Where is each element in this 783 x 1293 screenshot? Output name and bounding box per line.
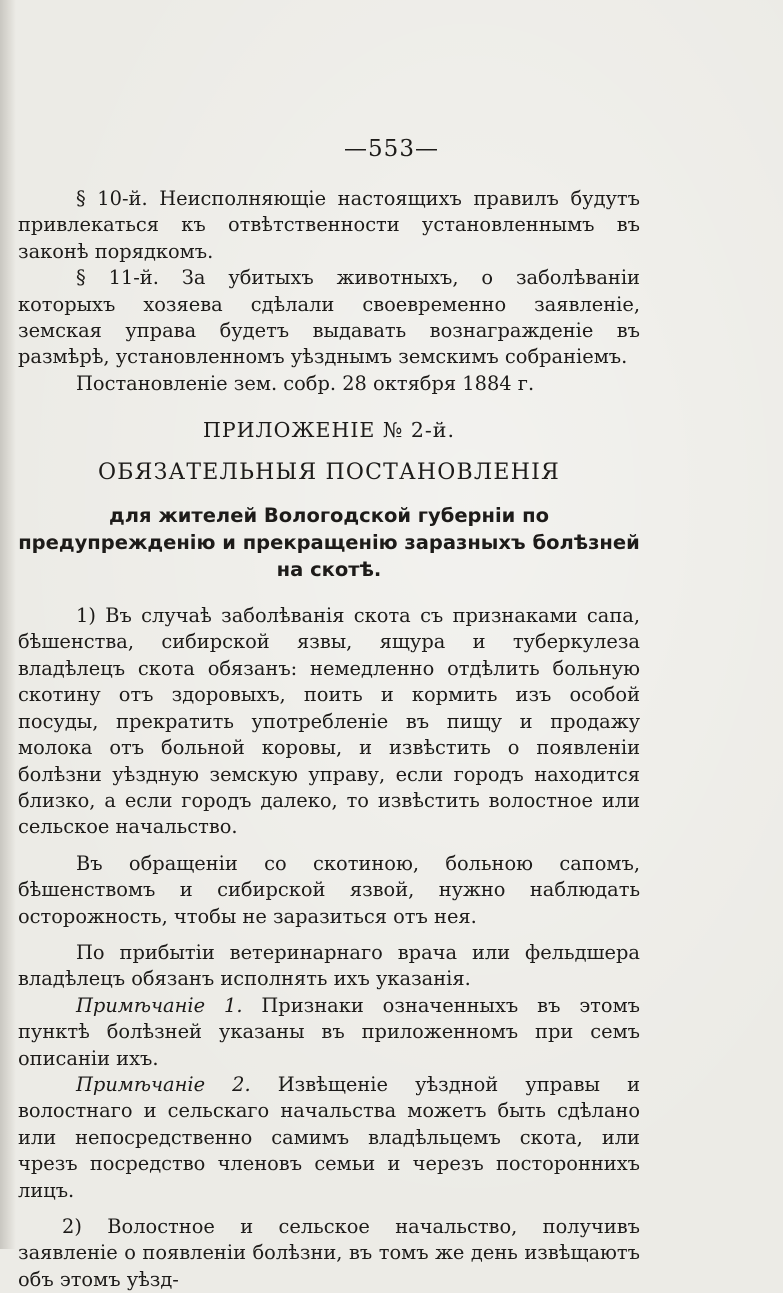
note-1-label: Примѣчаніе 1. — [76, 993, 243, 1017]
paragraph-section-11: § 11-й. За убитыхъ животныхъ, о заболѣваніи которыхъ хозяева сдѣлали своевременно заявленіе, земская управа будетъ выдавать вознагражденіе въ размѣрѣ, установленномъ уѣзднымъ земскимъ собраніемъ. — [18, 266, 640, 369]
paragraph-caution: Въ обращеніи со скотиною, больною сапомъ, бѣшенствомъ и сибирской язвой, нужно наблюдать осторожность, чтобы не заразиться отъ нея. — [18, 851, 640, 928]
paragraph-vet: По прибытіи ветеринарнаго врача или фельдшера владѣлецъ обязанъ исполнять ихъ указанія. — [18, 940, 640, 991]
paragraph-section-10: § 10-й. Неисполняющіе настоящихъ правилъ будутъ привлекаться къ отвѣтственности установленнымъ въ законѣ порядкомъ. — [18, 187, 640, 263]
note-1 — [18, 993, 640, 1072]
appendix-heading: ОБЯЗАТЕЛЬНЫЯ ПОСТАНОВЛЕНІЯ — [98, 459, 560, 485]
appendix-title: ПРИЛОЖЕНІЕ № 2-й. — [203, 418, 455, 443]
paragraph-item-2: 2) Волостное и сельское начальство, получивъ заявленіе о появленіи болѣзни, въ томъ же день извѣщаютъ объ этомъ уѣзд- — [18, 1215, 640, 1291]
page-number: —553— — [344, 136, 439, 162]
paragraph-item-1: 1) Въ случаѣ заболѣванія скота съ признаками сапа, бѣшенства, сибирской язвы, ящура и туберкулеза владѣлецъ скота обязанъ: немедленно отдѣлить больную скотину отъ здоровыхъ, поить и кормить изъ особой посуды, прекратить употребленіе въ пищу и продажу молока отъ больной коровы, и извѣстить о появленіи болѣзни уѣздную земскую управу, если городъ находится близко, а если городъ далеко, то извѣстить волостное или сельское начальство. — [18, 604, 640, 839]
resolution-line: Постановленіе зем. собр. 28 октября 1884 г. — [76, 371, 535, 395]
note-2-label: Примѣчаніе 2. — [76, 1072, 251, 1096]
note-2-text: Извѣщеніе уѣздной управы и волостнаго и сельскаго начальства можетъ быть сдѣлано или непосредственно самимъ владѣльцемъ скота, или чрезъ посредство членовъ семьи и черезъ постороннихъ лицъ. — [18, 1072, 640, 1202]
page-body — [18, 186, 640, 1293]
note-1-text: Признаки означенныхъ въ этомъ пунктѣ болѣзней указаны въ приложенномъ при семъ описаніи ихъ. — [18, 993, 640, 1070]
note-2 — [18, 1072, 640, 1204]
appendix-subheading: для жителей Вологодской губерніи по предупрежденію и прекращенію заразныхъ болѣзней на скотѣ. — [18, 504, 640, 582]
